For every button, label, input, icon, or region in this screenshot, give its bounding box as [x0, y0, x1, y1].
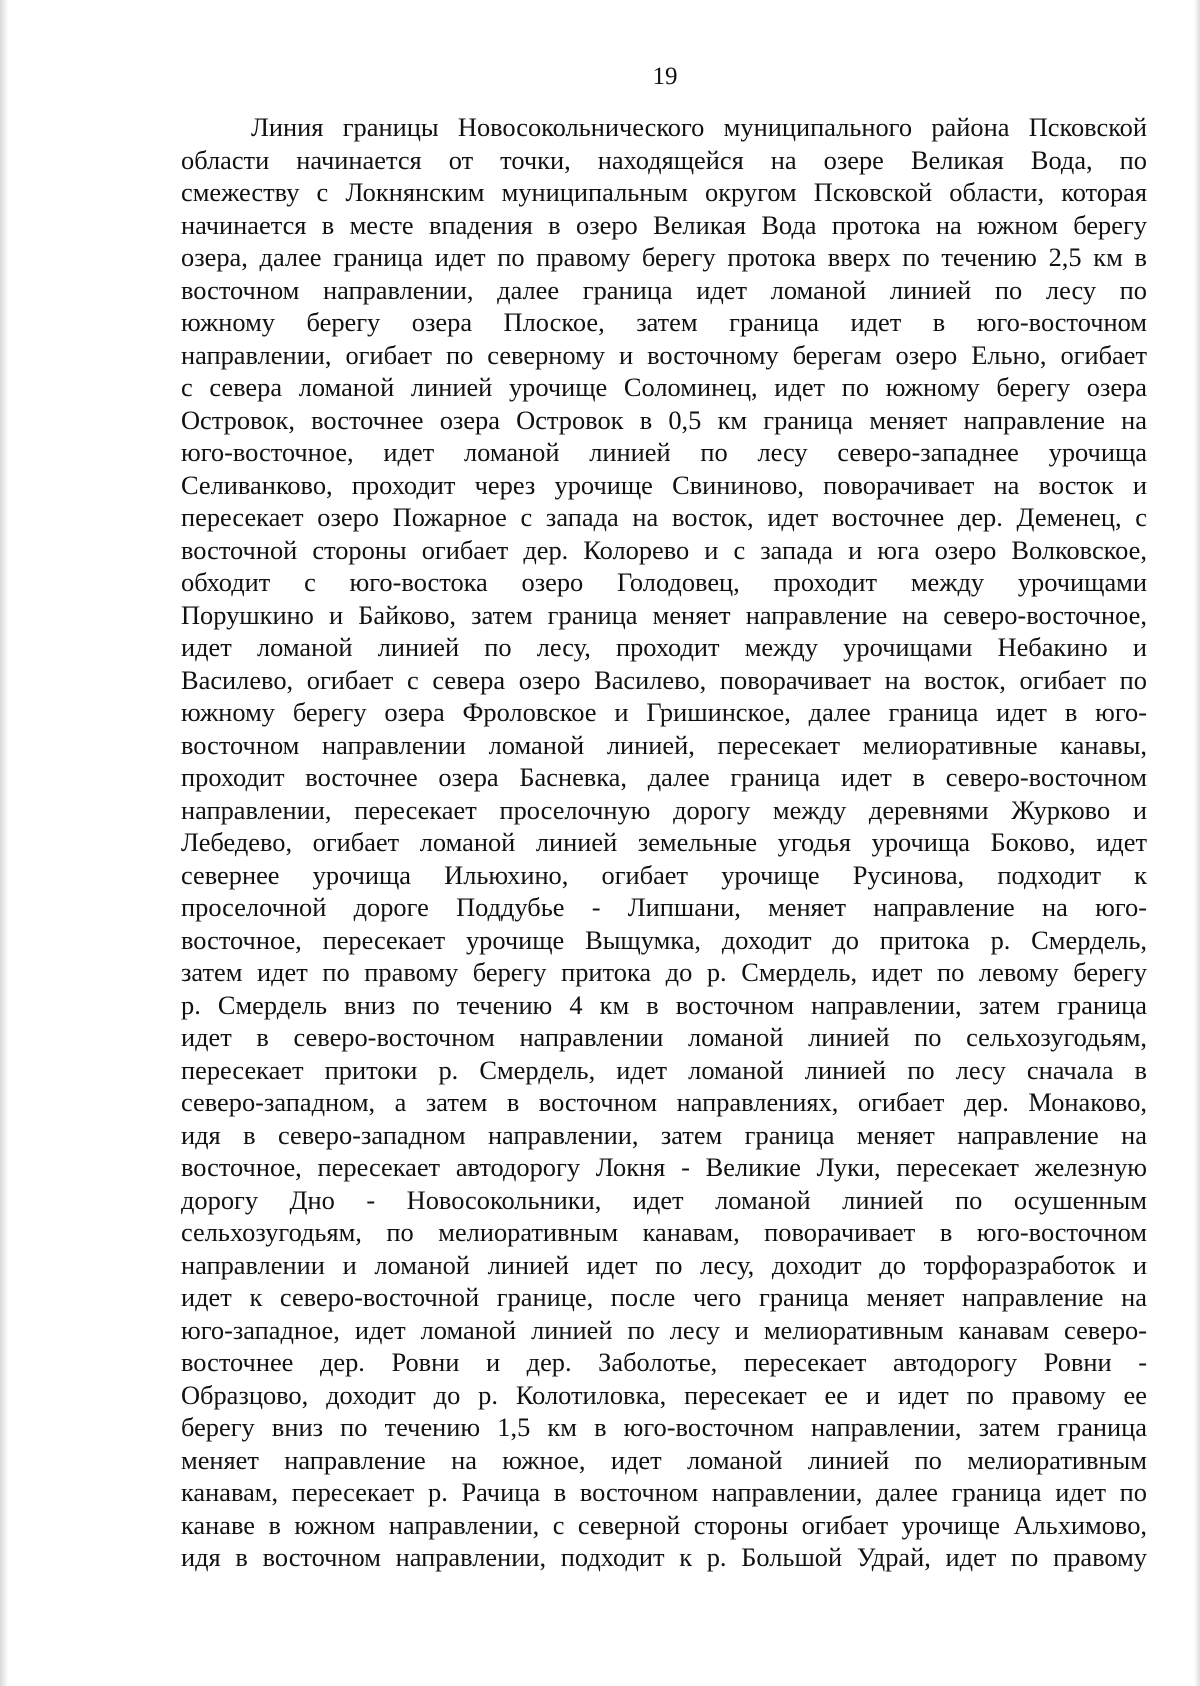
text-line: Образцово, доходит до р. Колотиловка, пересекает ее и идет по правому ее: [181, 1379, 1147, 1410]
scan-edge-left: [0, 0, 9, 1686]
text-line: идя в северо-западном направлении, затем граница меняет направление на: [181, 1119, 1147, 1150]
text-line: идя в восточном направлении, подходит к р. Большой Удрай, идет по правому: [181, 1542, 1147, 1572]
text-line: Порушкино и Байково, затем граница меняет направление на северо-восточное,: [181, 599, 1147, 630]
text-line: идет в северо-восточном направлении ломаной линией по сельхозугодьям,: [181, 1022, 1147, 1052]
text-line: идет ломаной линией по лесу, проходит между урочищами Небакино и: [181, 632, 1147, 662]
text-line: пересекает озеро Пожарное с запада на восток, идет восточнее дер. Деменец, с: [181, 502, 1147, 532]
text-line: канаве в южном направлении, с северной стороны огибает урочище Альхимово,: [181, 1509, 1147, 1540]
text-line: проселочной дороге Поддубье - Липшани, меняет направление на юго-: [181, 892, 1147, 922]
text-line: дорогу Дно - Новосокольники, идет ломаной линией по осушенным: [181, 1184, 1147, 1215]
text-line: южному берегу озера Плоское, затем граница идет в юго-восточном: [181, 307, 1147, 337]
text-line: начинается в месте впадения в озеро Великая Вода протока на южном берегу: [181, 209, 1147, 240]
text-line: канавам, пересекает р. Рачица в восточном направлении, далее граница идет по: [181, 1477, 1147, 1507]
text-line: восточном направлении, далее граница идет ломаной линией по лесу по: [181, 274, 1147, 305]
text-line: направлении, огибает по северному и восточному берегам озеро Ельно, огибает: [181, 339, 1147, 370]
text-line: юго-восточное, идет ломаной линией по лесу северо-западнее урочища: [181, 437, 1147, 467]
text-line: р. Смердель вниз по течению 4 км в восточном направлении, затем граница: [181, 989, 1147, 1020]
text-line: восточное, пересекает урочище Выщумка, доходит до притока р. Смердель,: [181, 924, 1147, 955]
text-line: восточном направлении ломаной линией, пересекает мелиоративные канавы,: [181, 729, 1147, 760]
text-line: затем идет по правому берегу притока до р. Смердель, идет по левому берегу: [181, 957, 1147, 987]
text-line: смежеству с Локнянским муниципальным округом Псковской области, которая: [181, 177, 1147, 207]
scan-edge-right: [1194, 0, 1200, 1686]
text-line: Островок, восточнее озера Островок в 0,5 км граница меняет направление на: [181, 404, 1147, 435]
boundary-description-paragraph: [181, 111, 1147, 1574]
text-line: направлении и ломаной линией идет по лесу, доходит до торфоразработок и: [181, 1249, 1147, 1280]
text-line: севернее урочища Ильюхино, огибает урочище Русинова, подходит к: [181, 859, 1147, 890]
text-line: обходит с юго-востока озеро Голодовец, проходит между урочищами: [181, 567, 1147, 597]
text-line: области начинается от точки, находящейся на озере Великая Вода, по: [181, 144, 1147, 175]
text-line: проходит восточнее озера Басневка, далее граница идет в северо-восточном: [181, 762, 1147, 792]
text-line: берегу вниз по течению 1,5 км в юго-восточном направлении, затем граница: [181, 1412, 1147, 1442]
page-number: 19: [652, 63, 678, 90]
text-line: юго-западное, идет ломаной линией по лесу и мелиоративным канавам северо-: [181, 1314, 1147, 1345]
text-line: восточнее дер. Ровни и дер. Заболотье, пересекает автодорогу Ровни -: [181, 1347, 1147, 1377]
text-line: Линия границы Новосокольнического муниципального района Псковской: [251, 112, 1147, 142]
text-line: меняет направление на южное, идет ломаной линией по мелиоративным: [181, 1444, 1147, 1475]
text-line: направлении, пересекает проселочную дорогу между деревнями Журково и: [181, 794, 1147, 825]
text-line: сельхозугодьям, по мелиоративным канавам, поворачивает в юго-восточном: [181, 1217, 1147, 1247]
text-line: с севера ломаной линией урочище Соломинец, идет по южному берегу озера: [181, 372, 1147, 402]
text-line: Лебедево, огибает ломаной линией земельные угодья урочища Боково, идет: [181, 827, 1147, 857]
text-line: восточной стороны огибает дер. Колорево и с запада и юга озеро Волковское,: [181, 534, 1147, 565]
text-line: озера, далее граница идет по правому берегу протока вверх по течению 2,5 км в: [181, 242, 1147, 272]
text-line: восточное, пересекает автодорогу Локня - Великие Луки, пересекает железную: [181, 1152, 1147, 1182]
text-line: южному берегу озера Фроловское и Гришинское, далее граница идет в юго-: [181, 697, 1147, 727]
text-line: Василево, огибает с севера озеро Василево, поворачивает на восток, огибает по: [181, 664, 1147, 695]
text-line: пересекает притоки р. Смердель, идет ломаной линией по лесу сначала в: [181, 1054, 1147, 1085]
text-line: северо-западном, а затем в восточном направлениях, огибает дер. Монаково,: [181, 1087, 1147, 1117]
text-line: идет к северо-восточной границе, после чего граница меняет направление на: [181, 1282, 1147, 1312]
text-line: Селиванково, проходит через урочище Свининово, поворачивает на восток и: [181, 469, 1147, 500]
